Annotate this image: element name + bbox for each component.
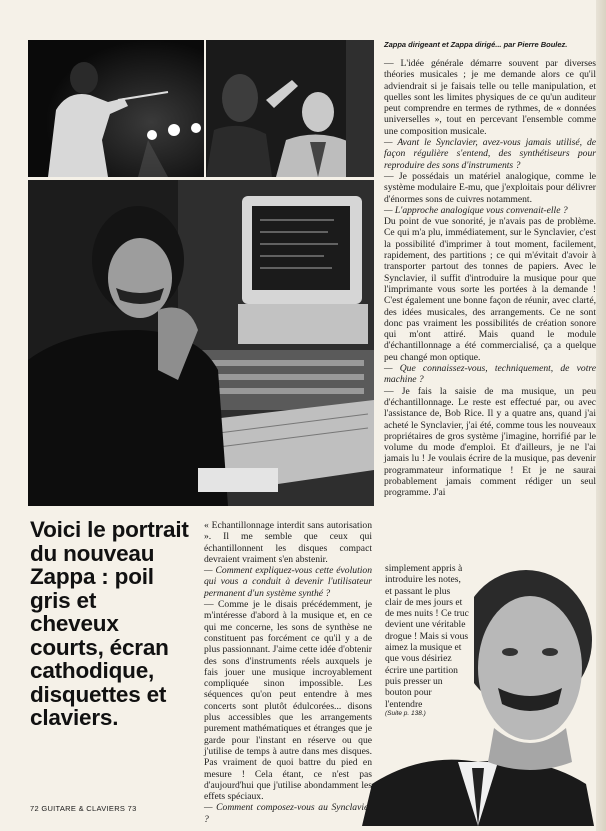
paragraph: — Je possédais un matériel analogique, comme le système modulaire E-mu, que j'exploitais pour délivrer d'énormes sons de cuivres notamment. (384, 170, 596, 205)
article-column-right (384, 58, 596, 499)
paragraph: — L'idée générale démarre souvent par diverses théories musicales ; je me demande alors ce qu'il adviendrait si je faisais telle ou telle manipulation, et quelles sont les limites physiques de ce qu'un auditeur peut comprendre en termes de rythmes, de « données universelles », tout en percevant l'ensemble comme une composition musicale. (384, 58, 596, 137)
photo-caption: Zappa dirigeant et Zappa dirigé... par Pierre Boulez. (384, 40, 568, 49)
photo-zappa-boulez (206, 40, 374, 177)
paragraph: — Je fais la saisie de ma musique, un peu d'échantillonnage. Le reste est effectué par, ou avec l'assistance de, Bob Rice. Il y a quatre ans, quand j'ai acheté le Synclavier, j'ai été, comme tous les nouveaux propriétaires de gros système j'imagine, horrifié par le volume du mode d'emploi. Et d'ailleurs, je ne l'ai jamais lu ! Je voulais écrire de la musique, pas devenir programmateur informatique ! Et je ne saurai probablement jamais comment rédiger un seul programme. J'ai (384, 385, 596, 499)
article-column-middle (204, 520, 372, 825)
page-folio: 72 GUITARE & CLAVIERS 73 (30, 804, 137, 813)
interview-question: — Comment expliquez-vous cette évolution qui vous a conduit à devenir l'utilisateur permanent d'un système synthé ? (204, 565, 372, 599)
paragraph: « Echantillonnage interdit sans autorisation ». Il me semble que ceux qui échantillonnent les disques compact devraient vraiment s'en abstenir. (204, 520, 372, 565)
interview-question: — Avant le Synclavier, avez-vous jamais utilisé, de façon régulière s'entend, des synthétiseurs pour reproduire des sons d'instruments ? (384, 137, 596, 171)
continued-note-visible: (Suite p. 138.) (385, 710, 426, 717)
page-edge (596, 0, 606, 831)
interview-question: — Que connaissez-vous, techniquement, de votre machine ? (384, 363, 596, 386)
photo-zappa-synclavier (28, 180, 374, 506)
paragraph: — Comme je le disais précédemment, je m'intéresse d'abord à la musique et, en ce qui me concerne, les sons de synthèse ne constituent pas forcément ce qu'il y a de plus passionnant. J'aime cette idée d'obtenir des sons d'instruments réels auxquels je fais jouer une musique incroyablement compliquée sinon impossible. Les séquences qu'on peut entendre à mes concerts sont plutôt édulcorées... disons plus accessibles que les arrangements purement mathématiques et étranges que je garde pour l'instant en réserve ou que j'utilise de temps à autre dans mes disques. Pas vraiment de quoi battre du pied en mesure ! Cela étant, ce n'est pas d'aujourd'hui que j'utilise abondamment les effets spéciaux. (204, 599, 372, 803)
photo-zappa-conducting (28, 40, 204, 177)
article-column-narrow-visible: simplement appris à introduire les notes, et passant le plus clair de mes jours et de mes nuits ! Ce truc devient une véritable drogue ! Mais si vous aimez la musique et que vous désiriez écrire une partition puis presser un bouton pour l'entendre (385, 563, 469, 710)
headline: Voici le portrait du nouveau Zappa : poil gris et cheveux courts, écran cathodique, disquettes et claviers. (30, 517, 189, 730)
interview-question: — Comment composez-vous au Synclavier ? (204, 802, 372, 825)
interview-question: — L'approche analogique vous convenait-elle ? (384, 204, 568, 216)
paragraph: Du point de vue sonorité, je n'avais pas de problème. Ce qui m'a plu, immédiatement, sur le Synclavier, c'est la possibilité d'imprimer à tout moment, facilement, rapidement, des partitions ; ce qui m'évitait d'avoir à transporter partout des tonnes de papiers. Avec le Synclavier, il suffit d'introduire la musique pour que l'imprimante vous sorte les portées à la demande ! C'est également une bonne façon de réunir, avec clarté, des idées musicales, des arrangements. Ce ne sont donc pas vraiment les possibilités de création sonore qui m'ont attiré. Mais quand le module d'échantillonnage a été commercialisé, ça a quelque peu changé mon optique. (384, 216, 596, 363)
